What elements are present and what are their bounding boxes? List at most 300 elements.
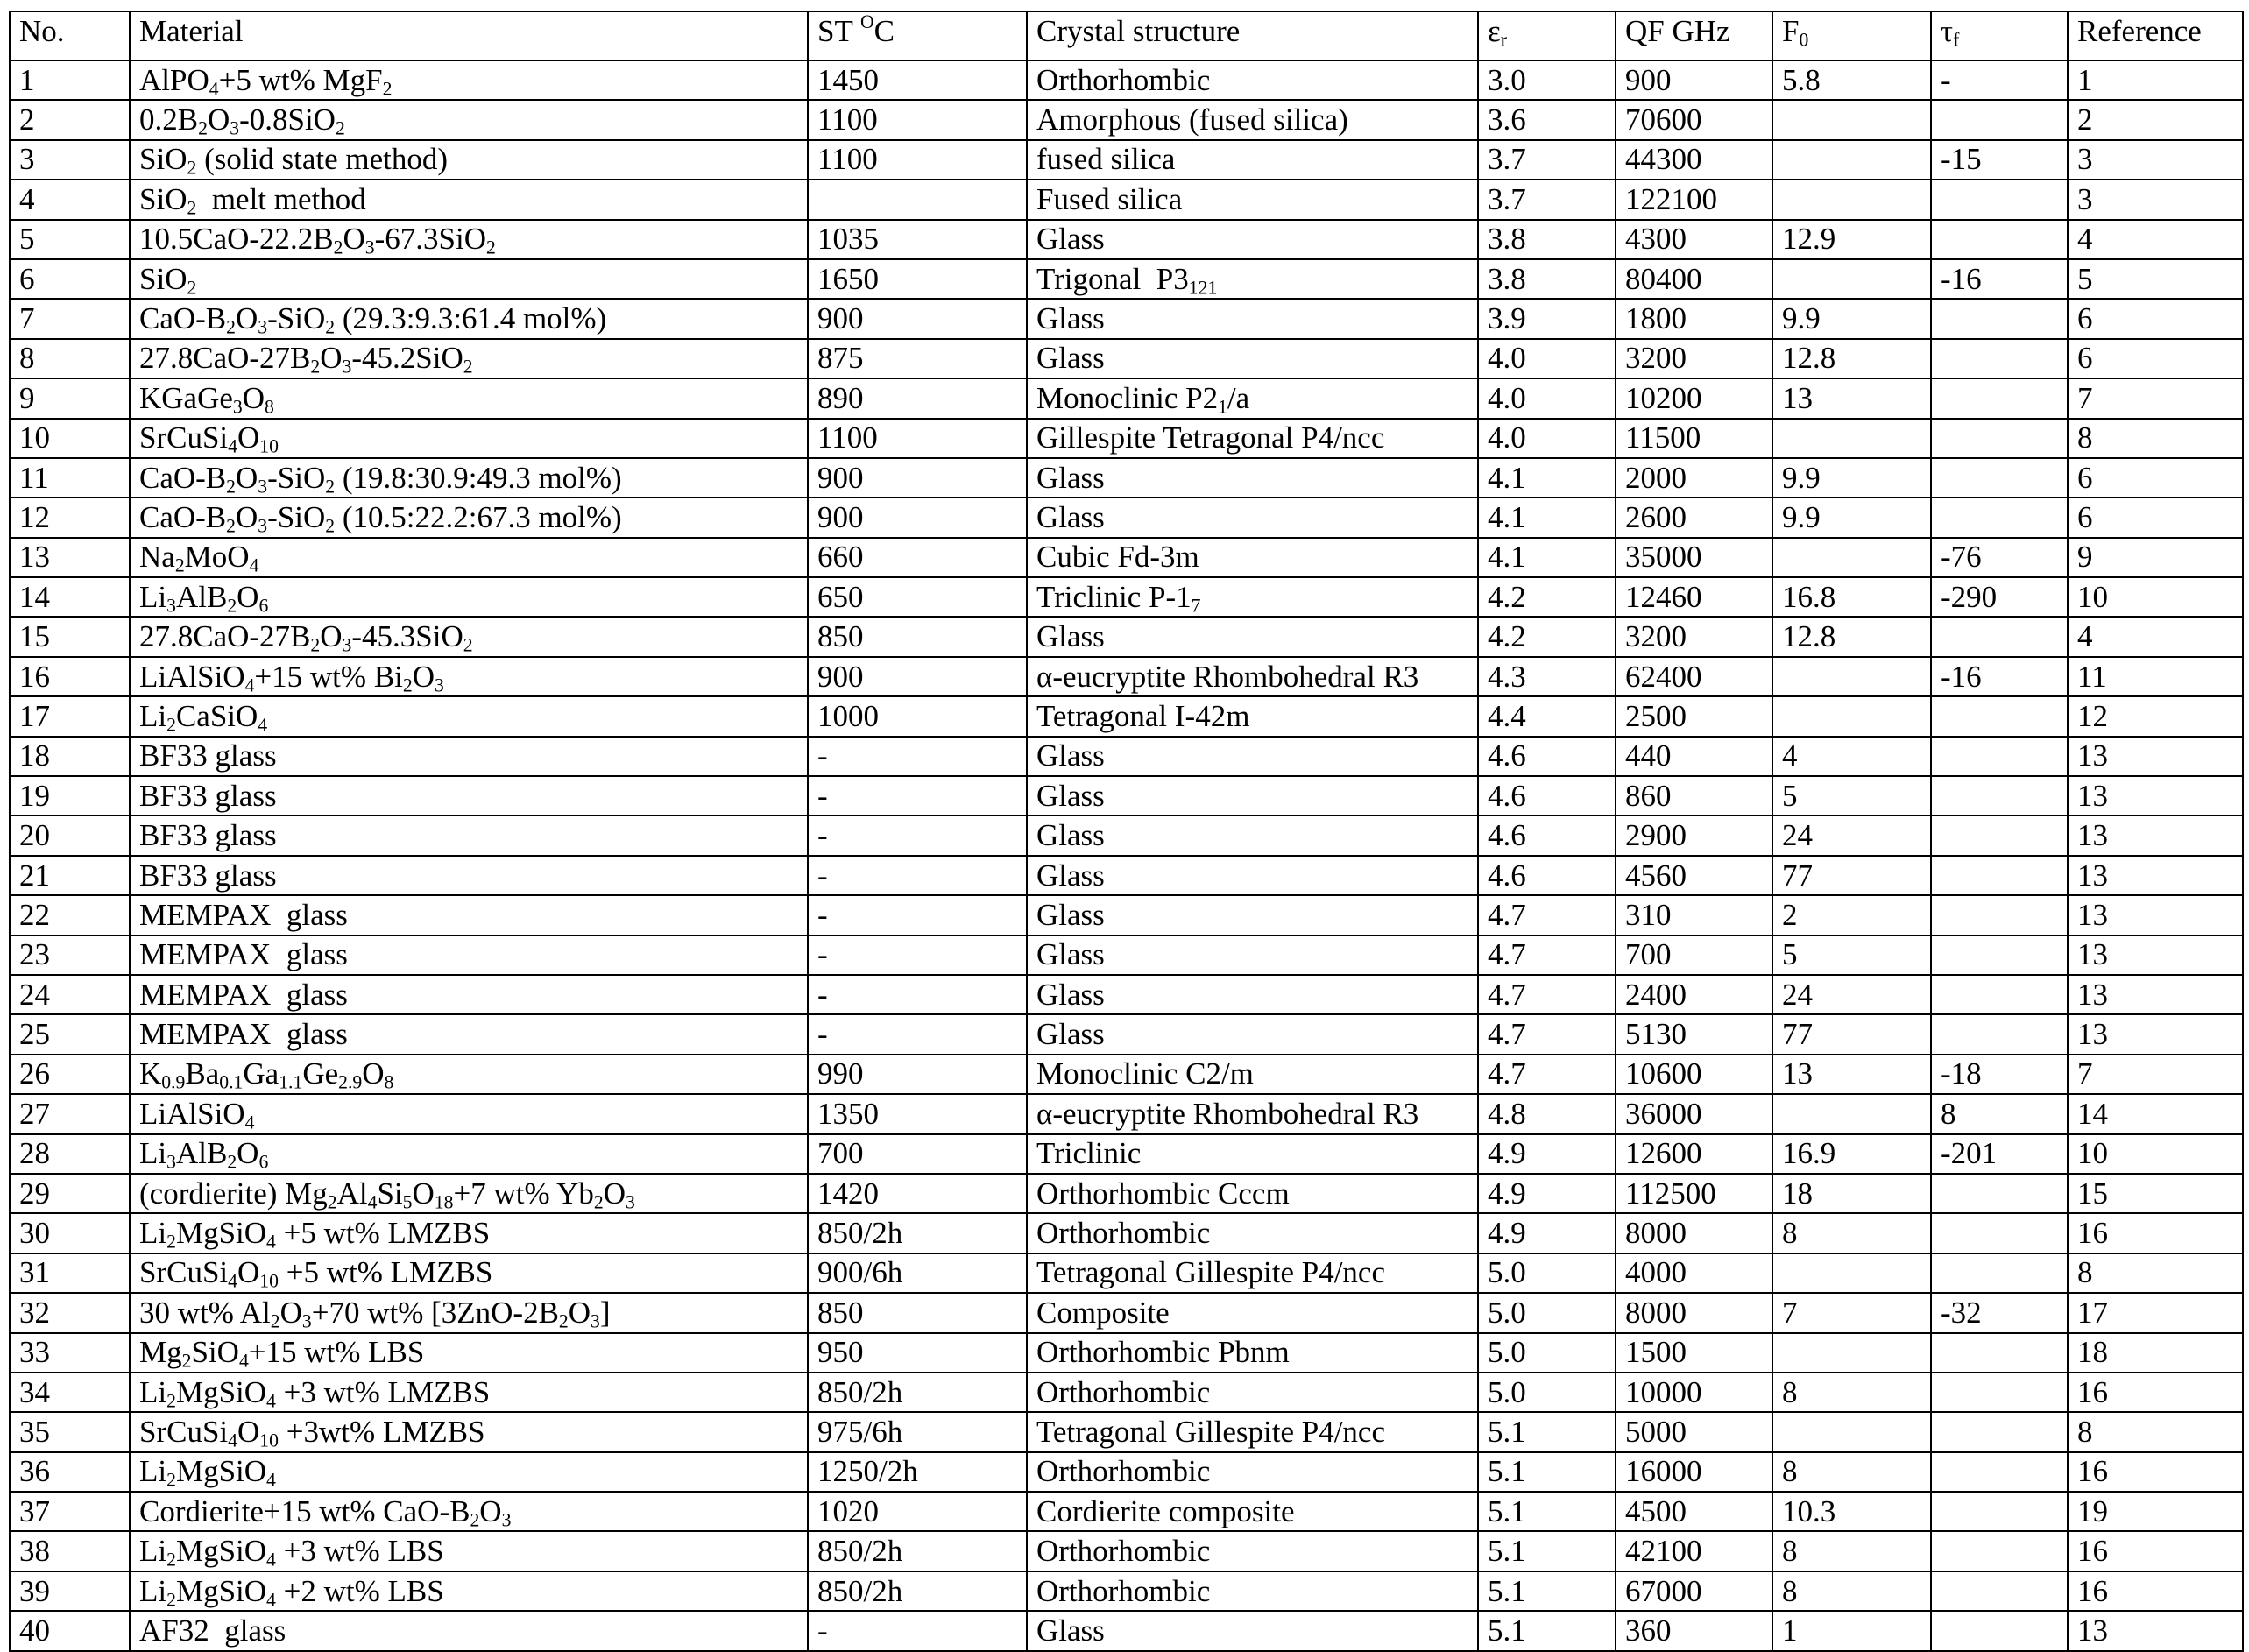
cell-no: 15	[10, 617, 130, 656]
cell-qf: 122100	[1616, 180, 1772, 219]
cell-f0	[1772, 140, 1931, 180]
cell-tau-f	[1931, 419, 2068, 458]
cell-crystal-structure: Glass	[1027, 1014, 1478, 1054]
cell-reference: 17	[2068, 1293, 2243, 1332]
cell-no: 28	[10, 1134, 130, 1174]
cell-tau-f	[1931, 1213, 2068, 1253]
cell-permittivity: 4.6	[1478, 856, 1616, 895]
cell-material: SiO$_2$ (solid state method)	[130, 140, 808, 180]
cell-tau-f	[1931, 1492, 2068, 1531]
cell-crystal-structure: α-eucryptite Rhombohedral R3	[1027, 1094, 1478, 1133]
cell-sintering-temperature: 1650	[808, 259, 1027, 299]
cell-f0	[1772, 1253, 1931, 1293]
cell-reference: 2	[2068, 100, 2243, 139]
cell-tau-f	[1931, 1452, 2068, 1492]
header-row	[10, 11, 2243, 60]
cell-material: MEMPAX glass	[130, 935, 808, 975]
table-row	[10, 1373, 2243, 1412]
cell-qf: 1500	[1616, 1333, 1772, 1373]
cell-tau-f: -201	[1931, 1134, 2068, 1174]
cell-tau-f	[1931, 1174, 2068, 1213]
cell-f0	[1772, 657, 1931, 696]
cell-sintering-temperature: 850/2h	[808, 1571, 1027, 1611]
cell-qf: 8000	[1616, 1293, 1772, 1332]
cell-qf: 440	[1616, 737, 1772, 776]
cell-material: $Na_2MoO_4$	[130, 538, 808, 577]
table-row	[10, 1293, 2243, 1332]
cell-material: LiAlSiO$_4$+15 wt% $Bi_2O_3$	[130, 657, 808, 696]
cell-qf: 2600	[1616, 498, 1772, 537]
cell-qf: 36000	[1616, 1094, 1772, 1133]
cell-material: $Li_2MgSiO_4 +5$ wt% LMZBS	[130, 1213, 808, 1253]
cell-sintering-temperature: 900	[808, 657, 1027, 696]
table-row	[10, 856, 2243, 895]
cell-f0: 77	[1772, 856, 1931, 895]
cell-qf: 8000	[1616, 1213, 1772, 1253]
cell-f0	[1772, 180, 1931, 219]
cell-sintering-temperature: 850/2h	[808, 1531, 1027, 1571]
cell-crystal-structure: Composite	[1027, 1293, 1478, 1332]
cell-no: 38	[10, 1531, 130, 1571]
cell-material: CaO-$B_2O_3-SiO_2$ (29.3:9.3:61.4 mol%)	[130, 299, 808, 338]
cell-no: 40	[10, 1611, 130, 1650]
cell-permittivity: 4.9	[1478, 1213, 1616, 1253]
cell-reference: 13	[2068, 815, 2243, 855]
cell-f0: 8	[1772, 1452, 1931, 1492]
cell-f0: 5	[1772, 935, 1931, 975]
cell-permittivity: 5.1	[1478, 1452, 1616, 1492]
cell-sintering-temperature: 1100	[808, 100, 1027, 139]
cell-reference: 11	[2068, 657, 2243, 696]
cell-permittivity: 4.6	[1478, 737, 1616, 776]
cell-f0: 24	[1772, 815, 1931, 855]
cell-no: 16	[10, 657, 130, 696]
table-body	[10, 60, 2243, 1651]
cell-no: 4	[10, 180, 130, 219]
cell-f0	[1772, 1412, 1931, 1451]
cell-material: $Li_2CaSiO_4$	[130, 696, 808, 736]
cell-no: 26	[10, 1055, 130, 1094]
cell-qf: 4560	[1616, 856, 1772, 895]
cell-crystal-structure: Triclinic	[1027, 1134, 1478, 1174]
cell-crystal-structure: Glass	[1027, 856, 1478, 895]
cell-f0: 8	[1772, 1373, 1931, 1412]
cell-no: 7	[10, 299, 130, 338]
cell-material: $Li_2MgSiO_4 +2$ wt% LBS	[130, 1571, 808, 1611]
cell-reference: 6	[2068, 458, 2243, 498]
cell-crystal-structure: Glass	[1027, 339, 1478, 378]
table-row	[10, 299, 2243, 338]
cell-qf: 3200	[1616, 617, 1772, 656]
cell-crystal-structure: Cubic Fd-3m	[1027, 538, 1478, 577]
cell-crystal-structure: Glass	[1027, 776, 1478, 815]
cell-material: LiAlSiO$_4$	[130, 1094, 808, 1133]
cell-reference: 5	[2068, 259, 2243, 299]
cell-qf: 35000	[1616, 538, 1772, 577]
cell-no: 2	[10, 100, 130, 139]
cell-permittivity: 3.8	[1478, 220, 1616, 259]
cell-sintering-temperature: 1020	[808, 1492, 1027, 1531]
cell-crystal-structure: Glass	[1027, 498, 1478, 537]
cell-no: 39	[10, 1571, 130, 1611]
cell-reference: 7	[2068, 378, 2243, 418]
cell-reference: 13	[2068, 935, 2243, 975]
cell-reference: 13	[2068, 895, 2243, 935]
cell-crystal-structure: Cordierite composite	[1027, 1492, 1478, 1531]
cell-permittivity: 5.0	[1478, 1333, 1616, 1373]
table-row	[10, 220, 2243, 259]
cell-no: 30	[10, 1213, 130, 1253]
cell-sintering-temperature: 1350	[808, 1094, 1027, 1133]
cell-f0: 12.8	[1772, 339, 1931, 378]
cell-tau-f	[1931, 1412, 2068, 1451]
cell-crystal-structure: Fused silica	[1027, 180, 1478, 219]
cell-qf: 10200	[1616, 378, 1772, 418]
cell-qf: 112500	[1616, 1174, 1772, 1213]
cell-material: BF33 glass	[130, 856, 808, 895]
cell-qf: 62400	[1616, 657, 1772, 696]
cell-crystal-structure: Tetragonal I-42m	[1027, 696, 1478, 736]
cell-sintering-temperature: -	[808, 856, 1027, 895]
cell-qf: 310	[1616, 895, 1772, 935]
cell-tau-f: -76	[1931, 538, 2068, 577]
cell-permittivity: 4.7	[1478, 895, 1616, 935]
cell-crystal-structure: Glass	[1027, 975, 1478, 1014]
cell-permittivity: 5.1	[1478, 1571, 1616, 1611]
cell-qf: 860	[1616, 776, 1772, 815]
cell-material: $Li_2MgSiO_4$	[130, 1452, 808, 1492]
cell-f0	[1772, 259, 1931, 299]
cell-reference: 13	[2068, 737, 2243, 776]
cell-reference: 3	[2068, 180, 2243, 219]
cell-reference: 1	[2068, 60, 2243, 100]
cell-tau-f: -15	[1931, 140, 2068, 180]
cell-no: 19	[10, 776, 130, 815]
cell-reference: 16	[2068, 1373, 2243, 1412]
cell-qf: 2000	[1616, 458, 1772, 498]
cell-f0: 9.9	[1772, 458, 1931, 498]
cell-no: 13	[10, 538, 130, 577]
cell-permittivity: 4.9	[1478, 1134, 1616, 1174]
cell-f0	[1772, 419, 1931, 458]
cell-permittivity: 5.0	[1478, 1373, 1616, 1412]
cell-no: 11	[10, 458, 130, 498]
cell-material: $SrCuSi_4O_{10}$	[130, 419, 808, 458]
cell-no: 1	[10, 60, 130, 100]
cell-tau-f	[1931, 1611, 2068, 1650]
table-row	[10, 1055, 2243, 1094]
cell-qf: 1800	[1616, 299, 1772, 338]
header-sintering-temperature: ST $^O$C	[808, 11, 1027, 60]
table-row	[10, 1531, 2243, 1571]
cell-crystal-structure: Monoclinic $P2_1/a$	[1027, 378, 1478, 418]
cell-no: 32	[10, 1293, 130, 1332]
cell-qf: 5130	[1616, 1014, 1772, 1054]
cell-tau-f	[1931, 815, 2068, 855]
table-row	[10, 1571, 2243, 1611]
cell-qf: 10000	[1616, 1373, 1772, 1412]
cell-reference: 19	[2068, 1492, 2243, 1531]
cell-reference: 13	[2068, 856, 2243, 895]
cell-permittivity: 5.1	[1478, 1492, 1616, 1531]
table-row	[10, 140, 2243, 180]
cell-crystal-structure: Orthorhombic	[1027, 60, 1478, 100]
cell-no: 3	[10, 140, 130, 180]
cell-sintering-temperature: 1450	[808, 60, 1027, 100]
cell-f0	[1772, 1333, 1931, 1373]
cell-no: 8	[10, 339, 130, 378]
cell-sintering-temperature: 900	[808, 458, 1027, 498]
cell-tau-f: 8	[1931, 1094, 2068, 1133]
cell-no: 25	[10, 1014, 130, 1054]
table-row	[10, 60, 2243, 100]
cell-f0: 24	[1772, 975, 1931, 1014]
cell-sintering-temperature: -	[808, 935, 1027, 975]
cell-reference: 3	[2068, 140, 2243, 180]
cell-permittivity: 4.0	[1478, 419, 1616, 458]
cell-sintering-temperature: 900/6h	[808, 1253, 1027, 1293]
cell-permittivity: 4.7	[1478, 935, 1616, 975]
cell-sintering-temperature: -	[808, 815, 1027, 855]
cell-permittivity: 5.1	[1478, 1611, 1616, 1650]
cell-sintering-temperature: 900	[808, 299, 1027, 338]
cell-material: SiO$_2$ melt method	[130, 180, 808, 219]
cell-permittivity: 4.2	[1478, 577, 1616, 617]
header-f0: $F_0$	[1772, 11, 1931, 60]
cell-crystal-structure: Glass	[1027, 458, 1478, 498]
cell-crystal-structure: Glass	[1027, 617, 1478, 656]
cell-no: 5	[10, 220, 130, 259]
cell-permittivity: 3.8	[1478, 259, 1616, 299]
cell-reference: 10	[2068, 1134, 2243, 1174]
cell-crystal-structure: Glass	[1027, 1611, 1478, 1650]
table-row	[10, 895, 2243, 935]
cell-qf: 11500	[1616, 419, 1772, 458]
cell-tau-f: -	[1931, 60, 2068, 100]
cell-sintering-temperature: 875	[808, 339, 1027, 378]
cell-f0: 16.8	[1772, 577, 1931, 617]
cell-permittivity: 4.7	[1478, 1014, 1616, 1054]
cell-qf: 10600	[1616, 1055, 1772, 1094]
cell-f0	[1772, 538, 1931, 577]
cell-crystal-structure: Glass	[1027, 220, 1478, 259]
cell-permittivity: 4.2	[1478, 617, 1616, 656]
cell-permittivity: 4.0	[1478, 378, 1616, 418]
cell-no: 27	[10, 1094, 130, 1133]
cell-permittivity: 4.7	[1478, 1055, 1616, 1094]
cell-crystal-structure: Glass	[1027, 895, 1478, 935]
cell-permittivity: 4.8	[1478, 1094, 1616, 1133]
cell-qf: 5000	[1616, 1412, 1772, 1451]
cell-permittivity: 4.9	[1478, 1174, 1616, 1213]
cell-crystal-structure: Glass	[1027, 299, 1478, 338]
cell-no: 21	[10, 856, 130, 895]
cell-tau-f	[1931, 895, 2068, 935]
cell-permittivity: 4.1	[1478, 458, 1616, 498]
cell-crystal-structure: Orthorhombic	[1027, 1373, 1478, 1412]
cell-sintering-temperature: -	[808, 975, 1027, 1014]
cell-no: 22	[10, 895, 130, 935]
cell-f0	[1772, 696, 1931, 736]
cell-qf: 4000	[1616, 1253, 1772, 1293]
header-permittivity: $\varepsilon_r$	[1478, 11, 1616, 60]
cell-sintering-temperature: -	[808, 776, 1027, 815]
cell-no: 37	[10, 1492, 130, 1531]
cell-reference: 13	[2068, 1014, 2243, 1054]
cell-no: 12	[10, 498, 130, 537]
cell-qf: 900	[1616, 60, 1772, 100]
cell-f0: 7	[1772, 1293, 1931, 1332]
cell-crystal-structure: Orthorhombic Cccm	[1027, 1174, 1478, 1213]
cell-reference: 6	[2068, 498, 2243, 537]
table-row	[10, 538, 2243, 577]
cell-qf: 2900	[1616, 815, 1772, 855]
cell-f0: 18	[1772, 1174, 1931, 1213]
cell-tau-f	[1931, 935, 2068, 975]
table-row	[10, 1253, 2243, 1293]
cell-reference: 15	[2068, 1174, 2243, 1213]
table-row	[10, 1014, 2243, 1054]
cell-material: $27.8CaO-27B_2O_3-45.3SiO_2$	[130, 617, 808, 656]
cell-reference: 13	[2068, 975, 2243, 1014]
cell-material: $27.8CaO-27B_2O_3-45.2SiO_2$	[130, 339, 808, 378]
cell-crystal-structure: fused silica	[1027, 140, 1478, 180]
cell-material: MEMPAX glass	[130, 1014, 808, 1054]
cell-qf: 700	[1616, 935, 1772, 975]
cell-crystal-structure: Gillespite Tetragonal P4/ncc	[1027, 419, 1478, 458]
cell-crystal-structure: Orthorhombic	[1027, 1571, 1478, 1611]
cell-sintering-temperature: -	[808, 737, 1027, 776]
cell-permittivity: 5.0	[1478, 1253, 1616, 1293]
cell-sintering-temperature: 950	[808, 1333, 1027, 1373]
table-row	[10, 419, 2243, 458]
cell-f0: 2	[1772, 895, 1931, 935]
cell-sintering-temperature: 850/2h	[808, 1213, 1027, 1253]
cell-permittivity: 3.6	[1478, 100, 1616, 139]
cell-material: $Li_2MgSiO_4 +3$ wt% LBS	[130, 1531, 808, 1571]
cell-sintering-temperature: 975/6h	[808, 1412, 1027, 1451]
cell-tau-f	[1931, 180, 2068, 219]
cell-permittivity: 4.0	[1478, 339, 1616, 378]
cell-f0: 8	[1772, 1531, 1931, 1571]
cell-tau-f	[1931, 299, 2068, 338]
cell-permittivity: 5.1	[1478, 1412, 1616, 1451]
cell-material: Cordierite+15 wt% CaO-$B_2O_3$	[130, 1492, 808, 1531]
cell-sintering-temperature: 900	[808, 498, 1027, 537]
table-row	[10, 1213, 2243, 1253]
cell-tau-f	[1931, 776, 2068, 815]
header-tau-f: $\tau_f$	[1931, 11, 2068, 60]
cell-material: $SrCuSi_4O_{10} +5$ wt% LMZBS	[130, 1253, 808, 1293]
cell-f0: 8	[1772, 1571, 1931, 1611]
cell-f0: 4	[1772, 737, 1931, 776]
cell-tau-f	[1931, 220, 2068, 259]
table-row	[10, 935, 2243, 975]
table-row	[10, 696, 2243, 736]
cell-f0: 13	[1772, 378, 1931, 418]
cell-tau-f	[1931, 100, 2068, 139]
table-row	[10, 1134, 2243, 1174]
cell-crystal-structure: Tetragonal Gillespite P4/ncc	[1027, 1412, 1478, 1451]
cell-material: $Li_3AlB_2O_6$	[130, 1134, 808, 1174]
cell-sintering-temperature: 850/2h	[808, 1373, 1027, 1412]
cell-tau-f: -16	[1931, 259, 2068, 299]
table-row	[10, 617, 2243, 656]
table-row	[10, 815, 2243, 855]
cell-reference: 4	[2068, 617, 2243, 656]
cell-reference: 16	[2068, 1213, 2243, 1253]
table-row	[10, 180, 2243, 219]
cell-sintering-temperature: 990	[808, 1055, 1027, 1094]
table-row	[10, 1094, 2243, 1133]
cell-tau-f: -290	[1931, 577, 2068, 617]
cell-reference: 13	[2068, 1611, 2243, 1650]
cell-crystal-structure: Monoclinic C2/m	[1027, 1055, 1478, 1094]
cell-no: 34	[10, 1373, 130, 1412]
cell-qf: 2500	[1616, 696, 1772, 736]
cell-qf: 42100	[1616, 1531, 1772, 1571]
cell-permittivity: 3.7	[1478, 140, 1616, 180]
cell-reference: 4	[2068, 220, 2243, 259]
cell-sintering-temperature: 700	[808, 1134, 1027, 1174]
cell-no: 35	[10, 1412, 130, 1451]
cell-no: 33	[10, 1333, 130, 1373]
cell-qf: 2400	[1616, 975, 1772, 1014]
cell-reference: 14	[2068, 1094, 2243, 1133]
cell-material: $Li_3AlB_2O_6$	[130, 577, 808, 617]
cell-f0: 5	[1772, 776, 1931, 815]
cell-tau-f	[1931, 1571, 2068, 1611]
header-no: No.	[10, 11, 130, 60]
cell-f0: 12.9	[1772, 220, 1931, 259]
table-row	[10, 737, 2243, 776]
cell-sintering-temperature: -	[808, 1014, 1027, 1054]
cell-sintering-temperature: -	[808, 1611, 1027, 1650]
cell-crystal-structure: Orthorhombic Pbnm	[1027, 1333, 1478, 1373]
cell-material: MEMPAX glass	[130, 895, 808, 935]
cell-sintering-temperature	[808, 180, 1027, 219]
cell-qf: 70600	[1616, 100, 1772, 139]
cell-tau-f: -16	[1931, 657, 2068, 696]
cell-material: CaO-$B_2O_3-SiO_2$ (19.8:30.9:49.3 mol%)	[130, 458, 808, 498]
cell-sintering-temperature: 850	[808, 1293, 1027, 1332]
cell-reference: 18	[2068, 1333, 2243, 1373]
cell-no: 36	[10, 1452, 130, 1492]
cell-tau-f	[1931, 1014, 2068, 1054]
cell-sintering-temperature: 1420	[808, 1174, 1027, 1213]
cell-sintering-temperature: -	[808, 895, 1027, 935]
cell-permittivity: 5.0	[1478, 1293, 1616, 1332]
cell-crystal-structure: Glass	[1027, 737, 1478, 776]
table-header	[10, 11, 2243, 60]
cell-f0: 77	[1772, 1014, 1931, 1054]
table-row	[10, 1492, 2243, 1531]
table-row	[10, 458, 2243, 498]
cell-no: 20	[10, 815, 130, 855]
cell-reference: 9	[2068, 538, 2243, 577]
cell-permittivity: 4.1	[1478, 498, 1616, 537]
cell-tau-f	[1931, 696, 2068, 736]
cell-tau-f	[1931, 737, 2068, 776]
table-row	[10, 339, 2243, 378]
cell-f0: 9.9	[1772, 299, 1931, 338]
cell-reference: 13	[2068, 776, 2243, 815]
cell-tau-f: -32	[1931, 1293, 2068, 1332]
cell-permittivity: 5.1	[1478, 1531, 1616, 1571]
cell-no: 9	[10, 378, 130, 418]
cell-tau-f	[1931, 1531, 2068, 1571]
table-row	[10, 100, 2243, 139]
